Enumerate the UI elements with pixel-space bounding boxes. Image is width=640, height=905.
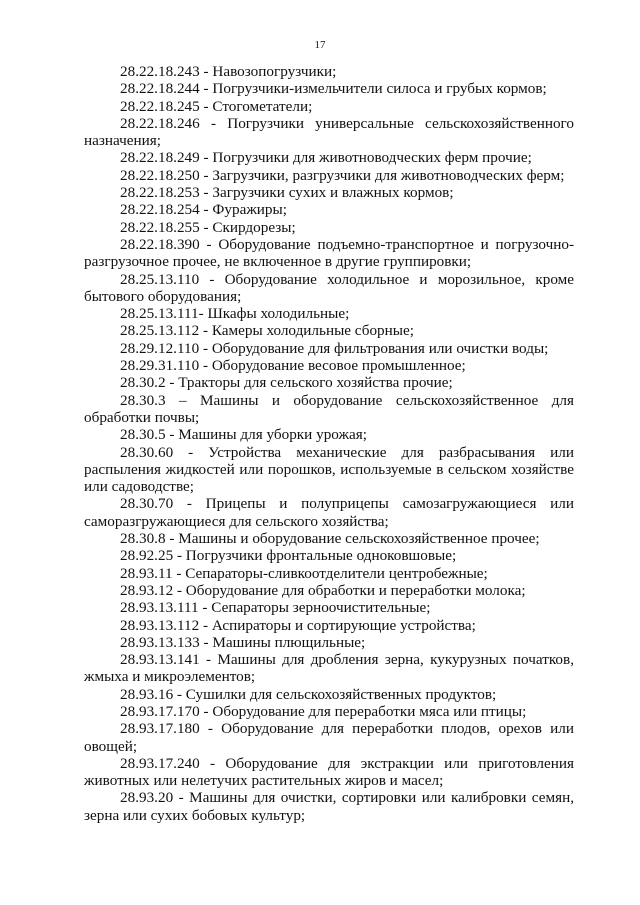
list-item: 28.22.18.390 - Оборудование подъемно-транспортное и погрузочно-разгрузочное прочее, не включенное в другие группировки; bbox=[84, 235, 574, 271]
document-body bbox=[84, 63, 574, 824]
list-item: 28.93.13.141 - Машины для дробления зерна, кукурузных початков, жмыха и микроэлементов; bbox=[84, 651, 574, 686]
list-item: 28.30.70 - Прицепы и полуприцепы самозагружающиеся или саморазгружающиеся для сельского хозяйства; bbox=[84, 495, 574, 530]
list-item: 28.22.18.250 - Загрузчики, разгрузчики для животноводческих ферм; bbox=[120, 166, 565, 184]
list-item: 28.29.12.110 - Оборудование для фильтрования или очистки воды; bbox=[120, 339, 549, 357]
list-item: 28.93.17.170 - Оборудование для переработки мяса или птицы; bbox=[120, 702, 527, 720]
list-item: 28.30.2 - Тракторы для сельского хозяйства прочие; bbox=[120, 374, 453, 392]
list-item: 28.30.8 - Машины и оборудование сельскохозяйственное прочее; bbox=[120, 530, 540, 548]
list-item: 28.93.13.112 - Аспираторы и сортирующие устройства; bbox=[120, 616, 476, 634]
list-item: 28.22.18.254 - Фуражиры; bbox=[120, 201, 287, 219]
list-item: 28.29.31.110 - Оборудование весовое промышленное; bbox=[120, 357, 466, 375]
list-item: 28.22.18.249 - Погрузчики для животноводческих ферм прочие; bbox=[120, 149, 532, 167]
list-item: 28.93.17.180 - Оборудование для переработки плодов, орехов или овощей; bbox=[84, 720, 574, 755]
list-item: 28.93.17.240 - Оборудование для экстракции или приготовления животных или нелетучих растительных жиров и масел; bbox=[84, 754, 574, 790]
list-item: 28.93.11 - Сепараторы-сливкоотделители центробежные; bbox=[120, 564, 488, 582]
list-item: 28.30.60 - Устройства механические для разбрасывания или распыления жидкостей или порошков, используемые в сельском хозяйстве или садоводстве; bbox=[84, 443, 574, 496]
list-item: 28.93.20 - Машины для очистки, сортировки или калибровки семян, зерна или сухих бобовых культур; bbox=[84, 789, 574, 824]
list-item: 28.25.13.110 - Оборудование холодильное и морозильное, кроме бытового оборудования; bbox=[84, 270, 574, 305]
list-item: 28.93.12 - Оборудование для обработки и переработки молока; bbox=[120, 581, 526, 599]
list-item: 28.22.18.253 - Загрузчики сухих и влажных кормов; bbox=[120, 184, 454, 202]
list-item: 28.92.25 - Погрузчики фронтальные одноковшовые; bbox=[120, 547, 457, 565]
list-item: 28.30.3 – Машины и оборудование сельскохозяйственное для обработки почвы; bbox=[84, 391, 574, 426]
list-item: 28.25.13.112 - Камеры холодильные сборные; bbox=[120, 322, 414, 340]
list-item: 28.22.18.243 - Навозопогрузчики; bbox=[120, 63, 337, 80]
list-item: 28.25.13.111- Шкафы холодильные; bbox=[120, 305, 350, 323]
list-item: 28.93.13.111 - Сепараторы зерноочистительные; bbox=[120, 599, 431, 617]
page-number: 17 bbox=[314, 39, 326, 51]
list-item: 28.22.18.244 - Погрузчики-измельчители силоса и грубых кормов; bbox=[120, 80, 547, 98]
list-item: 28.22.18.255 - Скирдорезы; bbox=[120, 218, 296, 236]
list-item: 28.30.5 - Машины для уборки урожая; bbox=[120, 426, 367, 444]
list-item: 28.93.16 - Сушилки для сельскохозяйственных продуктов; bbox=[120, 685, 497, 703]
list-item: 28.22.18.246 - Погрузчики универсальные сельскохозяйственного назначения; bbox=[84, 114, 574, 150]
list-item: 28.93.13.133 - Машины плющильные; bbox=[120, 633, 366, 651]
list-item: 28.22.18.245 - Стогометатели; bbox=[120, 97, 313, 115]
